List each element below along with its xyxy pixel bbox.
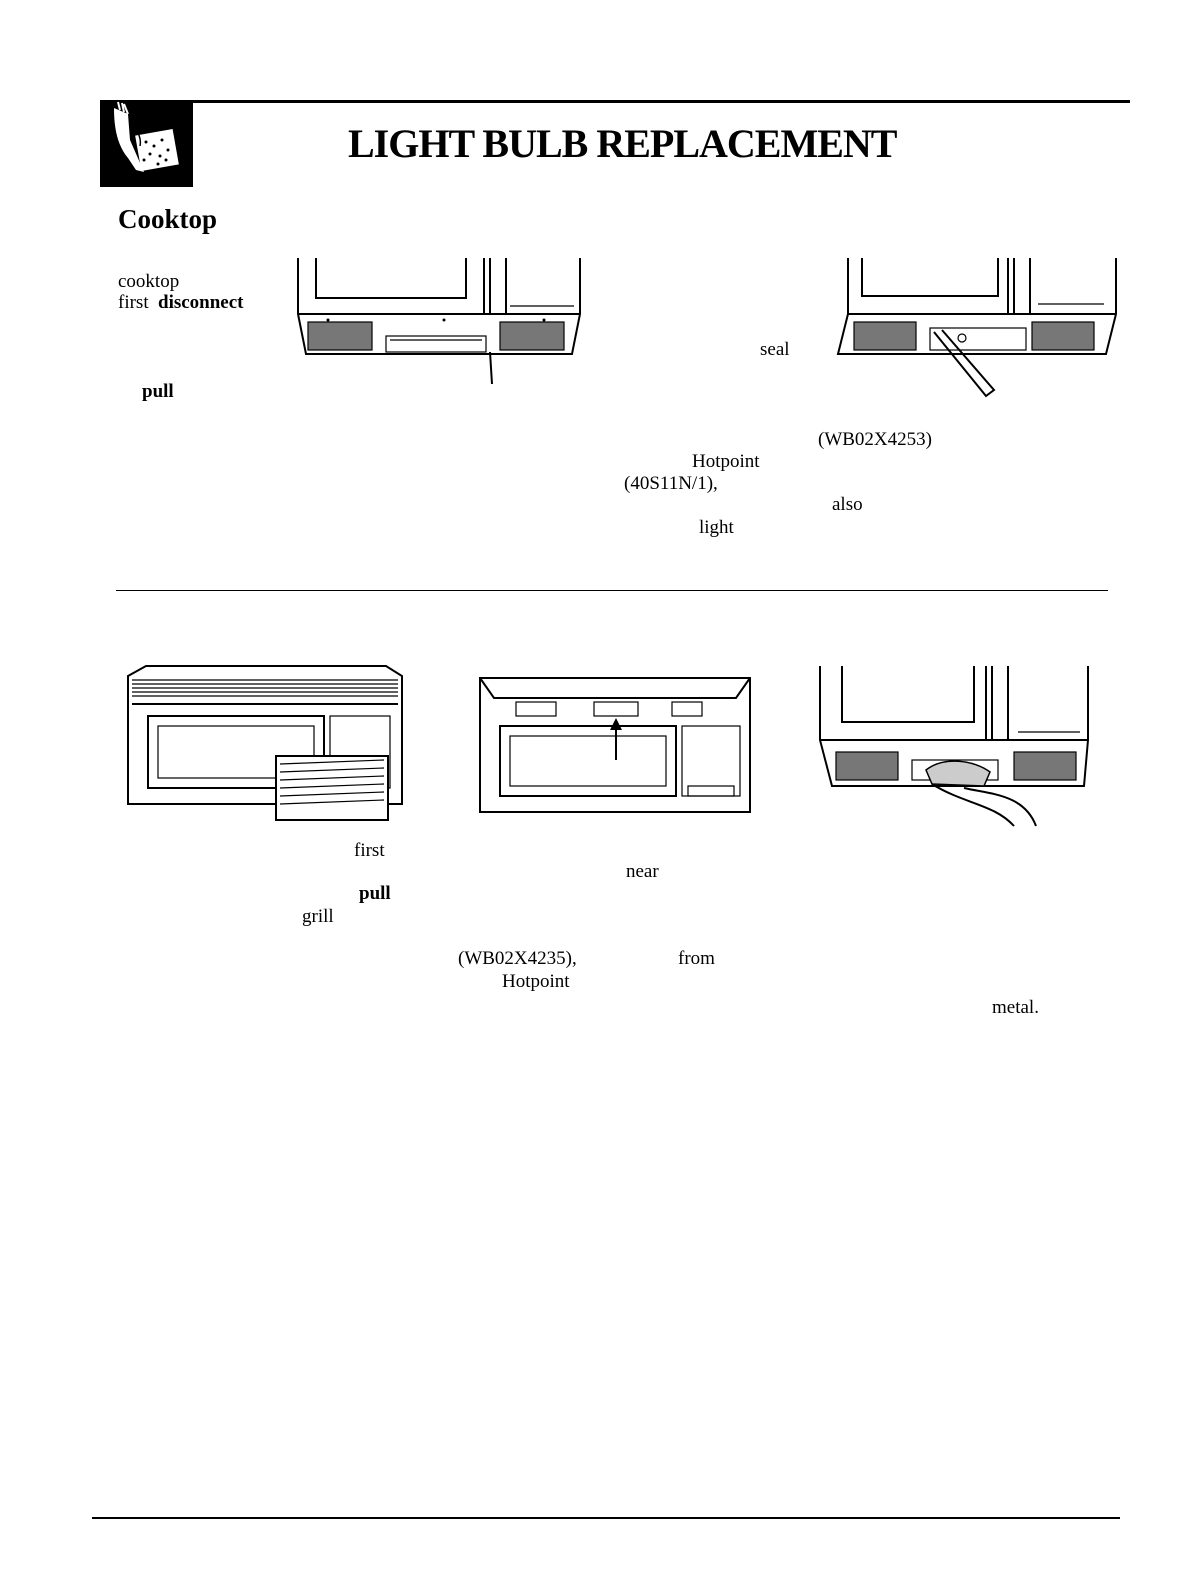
text-fragment: from — [678, 948, 715, 969]
text-fragment: cooktop — [118, 271, 180, 292]
text-fragment: near — [626, 861, 659, 882]
text-fragment: light — [699, 517, 734, 538]
bottom-rule — [92, 1517, 1120, 1519]
text-fragment: also — [832, 494, 863, 515]
microwave-top-bulb-figure — [476, 676, 754, 816]
text-fragment: pull — [359, 883, 391, 904]
text-fragment: first — [118, 292, 149, 313]
section-heading: Cooktop — [118, 204, 218, 234]
text-fragment: pull — [142, 381, 174, 402]
microwave-underside-figure — [294, 256, 586, 386]
hand-with-sponge-icon — [100, 100, 193, 187]
text-fragment: (WB02X4235), — [458, 948, 577, 969]
microwave-wiping-figure — [814, 664, 1092, 830]
text-fragment: first — [354, 840, 385, 861]
text-fragment: metal. — [992, 997, 1039, 1018]
microwave-cover-open-figure — [832, 256, 1124, 406]
text-fragment: (WB02X4253) — [818, 429, 932, 450]
page-title: LIGHT BULB REPLACEMENT — [348, 121, 897, 166]
text-fragment: grill — [302, 906, 334, 927]
section-divider — [116, 590, 1108, 591]
text-fragment: (40S11N/1), — [624, 473, 718, 494]
text-fragment: disconnect — [158, 292, 244, 313]
text-fragment: Hotpoint — [692, 451, 760, 472]
microwave-front-grill-figure — [124, 664, 406, 824]
top-rule — [100, 100, 1130, 103]
text-fragment: Hotpoint — [502, 971, 570, 992]
text-fragment: seal — [760, 339, 790, 360]
